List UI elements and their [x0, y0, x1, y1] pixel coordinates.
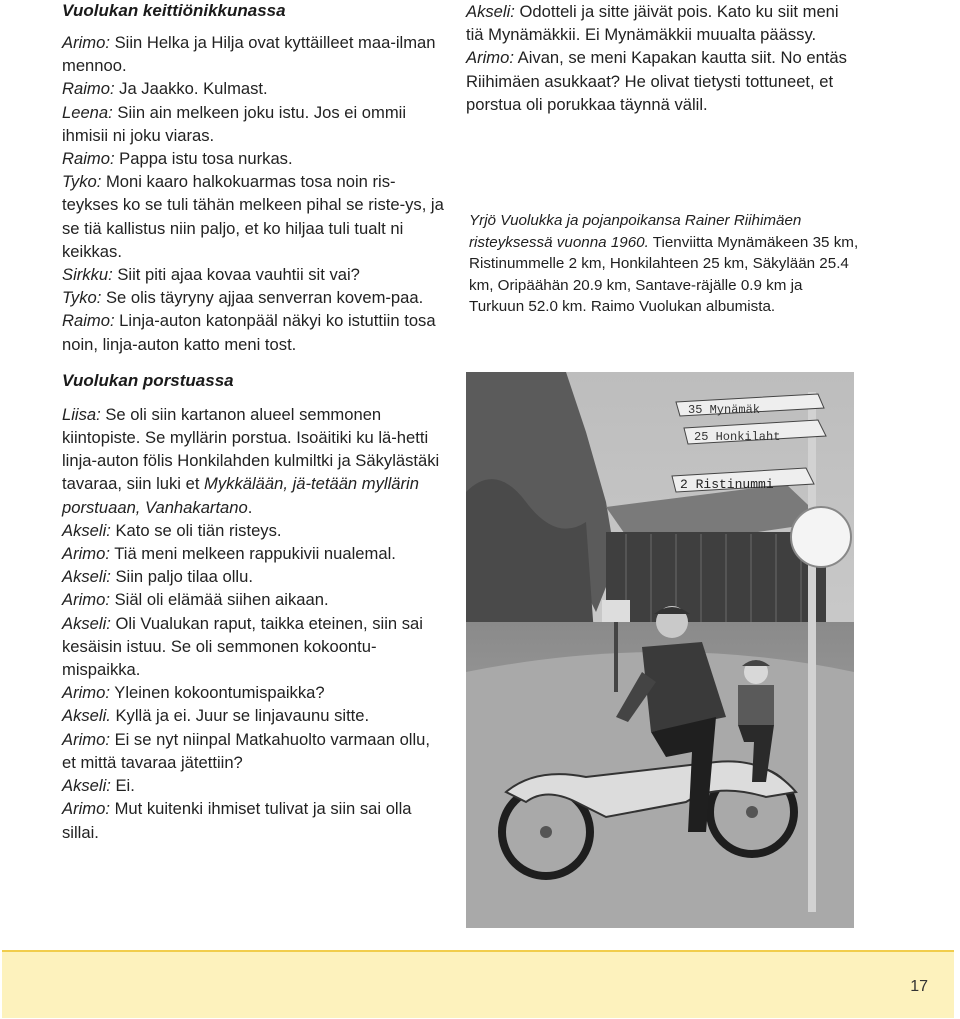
dialogue-line [62, 147, 448, 170]
dialogue-line [62, 31, 448, 77]
historic-photo-motorcycle-crossroads [466, 372, 854, 928]
dialogue-line [62, 286, 448, 309]
sign-text-honkilahti: 25 Honkilaht [694, 430, 781, 444]
page-footer-band [2, 950, 954, 1018]
dialogue-line [62, 612, 448, 682]
speaker-name: Tyko: [62, 288, 102, 308]
speaker-name: Arimo: [62, 729, 110, 749]
right-column [466, 0, 856, 116]
speaker-name: Akseli: [62, 776, 111, 796]
dialogue-text: Se olis täyryny ajjaa senverran kovem-paa. [101, 288, 424, 308]
dialogue-line [62, 403, 448, 519]
dialogue-text: . [247, 497, 253, 517]
dialogue-text: Kato se oli tiän risteys. [110, 520, 282, 540]
photo-illustration [466, 372, 854, 928]
dialogue-text: Pappa istu tosa nurkas. [114, 149, 293, 169]
section-heading-kitchen-window: Vuolukan keittiönikkunassa [62, 1, 286, 20]
dialogue-text: Siin ain melkeen joku istu. Jos ei ommii ihmisii ni joku viaras. [62, 102, 407, 145]
kitchen-window-dialogue [62, 31, 448, 356]
dialogue-text: Yleinen kokoontumispaikka? [109, 683, 325, 703]
speaker-name: Arimo: [62, 33, 110, 52]
section-heading-porch: Vuolukan porstuassa [62, 370, 234, 390]
speaker-name: Akseli. [62, 706, 111, 726]
dialogue-line [62, 681, 448, 704]
speaker-name: Sirkku: [62, 265, 113, 285]
dialogue-text: Siin Helka ja Hilja ovat kyttäilleet maa-ilman mennoo. [62, 33, 436, 76]
sign-text-mynamaki: 35 Mynämäk [688, 403, 761, 417]
dialogue-line [62, 704, 448, 727]
sign-text-ristinummi: 2 Ristinummi [680, 477, 774, 492]
dialogue-line [62, 170, 448, 263]
dialogue-line [62, 774, 448, 797]
speaker-name: Raimo: [62, 311, 115, 331]
dialogue-line [62, 542, 448, 565]
dialogue-text: Aivan, se meni Kapakan kautta siit. No entäs Riihimäen asukkaat? He olivat tietysti tottuneet, et porstua oli porukkaa täynnä välil. [466, 48, 847, 114]
dialogue-text: Kyllä ja ei. Juur se linjavaunu sitte. [110, 706, 370, 726]
dialogue-line [62, 797, 448, 843]
caption-italic: Yrjö Vuolukka ja pojanpoikansa Rainer Riihimäen risteyksessä vuonna 1960. [469, 212, 802, 251]
speaker-name: Leena: [62, 102, 113, 122]
dialogue-text: Odotteli ja sitte jäivät pois. Kato ku siit meni tiä Mynämäkkii. Ei Mynämäkkii muualta päässy. [466, 2, 839, 45]
porch-dialogue [62, 403, 448, 844]
dialogue-text: Se oli siin kartanon alueel semmonen kiintopiste. Se myllärin porstua. Isoäitiki ku lä-hetti linja-auton fölis Honkilahden kulmiltki ja Säkylästäki tavaraa, siin luki et [62, 404, 440, 494]
dialogue-text: Siäl oli elämää siihen aikaan. [109, 590, 329, 610]
dialogue-text: Ei se nyt niinpal Matkahuolto varmaan ollu, et mittä tavaraa jätettiin? [62, 729, 431, 772]
dialogue-line [62, 263, 448, 286]
dialogue-text: Siit piti ajaa kovaa vauhtii sit vai? [112, 265, 360, 285]
speaker-name: Raimo: [62, 79, 115, 99]
caption-rest: Tienviitta Mynämäkeen 35 km, Ristinummelle 2 km, Honkilahteen 25 km, Säkylään 25.4 km, Oripäähän 20.9 km, Santave-räjälle 0.9 km ja Turkuun 52.0 km. Raimo Vuolukan albumista. [469, 233, 859, 316]
dialogue-text: Ei. [110, 776, 135, 796]
speaker-name: Raimo: [62, 149, 115, 169]
dialogue-line [466, 0, 856, 46]
dialogue-line [62, 519, 448, 542]
dialogue-line [62, 728, 448, 774]
dialogue-text: Linja-auton katonpääl näkyi ko istuttiin tosa noin, linja-auton katto meni tost. [62, 311, 436, 354]
speaker-name: Arimo: [62, 799, 110, 819]
dialogue-text: Mut kuitenki ihmiset tulivat ja siin sai olla sillai. [62, 799, 412, 842]
speaker-name: Akseli: [62, 567, 111, 587]
dialogue-line [62, 565, 448, 588]
page-number: 17 [910, 978, 928, 995]
photo-caption [469, 210, 859, 318]
dialogue-text: Oli Vualukan raput, taikka eteinen, siin sai kesäisin istuu. Se oli semmonen kokoontu-mispaikka. [62, 613, 423, 680]
speaker-name: Tyko: [62, 172, 102, 192]
continued-dialogue [466, 0, 856, 116]
dialogue-text: Ja Jaakko. Kulmast. [114, 79, 268, 99]
dialogue-line [62, 101, 448, 147]
speaker-name: Arimo: [466, 48, 514, 68]
dialogue-text: Tiä meni melkeen rappukivii nualemal. [109, 544, 396, 564]
dialogue-italic-text: Mykkälään, jä-tetään myllärin porstuaan, Vanhakartano [62, 474, 419, 517]
speaker-name: Akseli: [466, 2, 515, 21]
speaker-name: Arimo: [62, 683, 110, 703]
dialogue-line [62, 309, 448, 355]
left-column [62, 0, 448, 844]
speaker-name: Liisa: [62, 404, 101, 424]
dialogue-text: Siin paljo tilaa ollu. [110, 567, 253, 587]
speaker-name: Arimo: [62, 590, 110, 610]
dialogue-text: Moni kaaro halkokuarmas tosa noin ris-teykses ko se tuli tähän melkeen pihal se riste-ys, ja se tiä kallistus niin paljo, et ko hiljaa tuli tualt ni keikkas. [62, 172, 444, 261]
speaker-name: Akseli: [62, 520, 111, 540]
speaker-name: Arimo: [62, 544, 110, 564]
speaker-name: Akseli: [62, 613, 111, 633]
dialogue-line [62, 588, 448, 611]
dialogue-line [466, 46, 856, 116]
dialogue-line [62, 77, 448, 100]
